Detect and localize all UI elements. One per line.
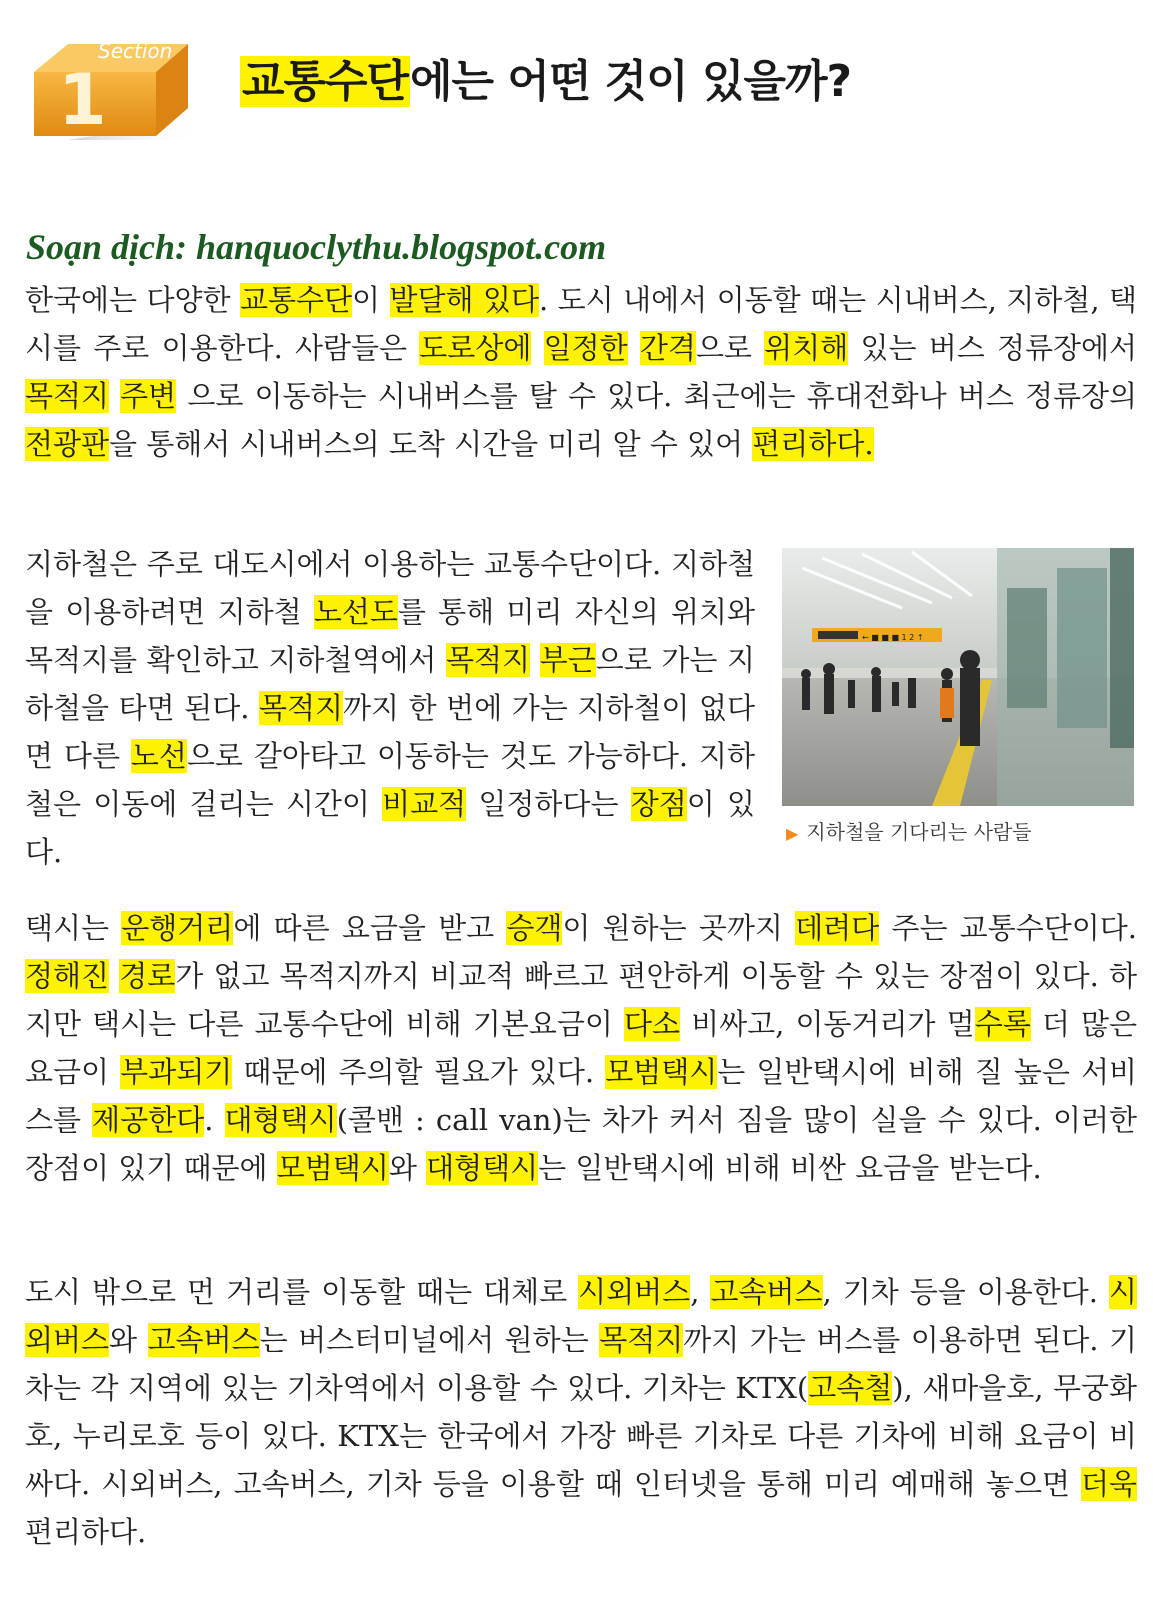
text-segment: 가 없고 목적지까지 비교적 빠르고 편안하게 이동할 수 있는 장점이 있다. 하지만 택시는 다른 교통수단에 비해 기본요금이 xyxy=(25,959,1138,1041)
highlighted-term: 비교적 xyxy=(382,787,467,821)
text-segment: 택시는 xyxy=(25,911,122,945)
paragraph-intercity xyxy=(25,1268,1137,1556)
text-segment: 이 있다. xyxy=(25,787,755,869)
text-segment: 까지 가는 버스를 이용하면 된다. 기차는 각 지역에 있는 기차역에서 이용할 수 있다. 기차는 KTX( xyxy=(25,1323,1138,1405)
highlighted-term: 운행거리 xyxy=(121,911,234,945)
text-segment xyxy=(531,331,543,365)
text-segment: 는 일반택시에 비해 질 높은 서비스를 xyxy=(25,1055,1138,1137)
paragraph-subway xyxy=(25,540,755,876)
highlighted-term: 모범택시 xyxy=(276,1151,389,1185)
page-title xyxy=(240,42,851,122)
highlighted-term: 고속철 xyxy=(808,1371,893,1405)
highlighted-term: 도로상에 xyxy=(419,331,532,365)
text-segment: 지하철은 주로 대도시에서 이용하는 교통수단이다. 지하철을 이용하려면 지하철 xyxy=(25,547,755,629)
text-segment: 일정하다는 xyxy=(466,787,631,821)
section-badge xyxy=(22,18,202,142)
highlighted-term: 부근 xyxy=(539,643,596,677)
highlighted-term: 교통수단 xyxy=(239,283,353,317)
highlighted-term: 더욱 xyxy=(1080,1467,1137,1501)
text-segment xyxy=(109,959,119,993)
highlighted-term: 편리하다. xyxy=(752,427,874,461)
highlighted-term: 모범택시 xyxy=(605,1055,718,1089)
text-segment: 이 원하는 곳까지 xyxy=(562,911,796,945)
highlighted-term: 발달해 있다 xyxy=(389,283,540,317)
highlighted-term: 승객 xyxy=(506,911,563,945)
text-segment: 와 xyxy=(109,1323,148,1357)
text-segment: 더 많은 요금이 xyxy=(25,1007,1138,1089)
highlighted-term: 목적지 xyxy=(258,691,344,725)
highlighted-term: 간격 xyxy=(639,331,696,365)
text-segment: 도시 밖으로 먼 거리를 이동할 때는 대체로 xyxy=(25,1275,579,1309)
highlighted-term: 노선도 xyxy=(313,595,398,629)
text-segment: 을 통해서 시내버스의 도착 시간을 미리 알 수 있어 xyxy=(109,427,753,461)
highlighted-term: 노선 xyxy=(130,739,187,773)
text-segment: , 기차 등을 이용한다. xyxy=(822,1275,1109,1309)
section-number: 1 xyxy=(58,59,107,141)
highlighted-term: 장점 xyxy=(630,787,687,821)
text-segment: , xyxy=(690,1275,711,1309)
text-segment: 주는 교통수단이다. xyxy=(879,911,1137,945)
highlighted-term: 정해진 xyxy=(25,959,110,993)
highlighted-term: 대형택시 xyxy=(224,1103,337,1137)
highlighted-term: 시외버스 xyxy=(25,1275,1138,1357)
text-segment: 까지 한 번에 가는 지하철이 없다면 다른 xyxy=(25,691,755,773)
highlighted-term: 수록 xyxy=(974,1007,1031,1041)
highlighted-term: 고속버스 xyxy=(147,1323,260,1357)
text-segment: . xyxy=(204,1103,225,1137)
highlighted-term: 시외버스 xyxy=(578,1275,691,1309)
text-segment: 으로 가는 지하철을 타면 된다. xyxy=(25,643,755,725)
text-segment: 는 일반택시에 비해 비싼 요금을 받는다. xyxy=(538,1151,1042,1185)
credit-line: Soạn dịch: hanquoclythu.blogspot.com xyxy=(26,227,607,267)
title-highlight: 교통수단 xyxy=(242,56,409,107)
text-segment: 편리하다. xyxy=(25,1515,147,1549)
highlighted-term: 목적지 xyxy=(446,643,531,677)
text-segment: 한국에는 다양한 xyxy=(25,283,240,317)
subway-platform-image xyxy=(782,548,1134,806)
section-label: Section xyxy=(98,39,173,63)
paragraph-taxi xyxy=(25,904,1137,1192)
subway-photo xyxy=(782,548,1134,806)
text-segment: 으로 xyxy=(695,331,765,365)
highlighted-term: 고속버스 xyxy=(710,1275,823,1309)
text-segment: 와 xyxy=(388,1151,427,1185)
photo-caption xyxy=(786,816,1032,845)
highlighted-term: 대형택시 xyxy=(426,1151,539,1185)
highlighted-term: 목적지 xyxy=(599,1323,684,1357)
text-segment xyxy=(628,331,640,365)
text-segment xyxy=(530,643,540,677)
text-segment: 비싸고, 이동거리가 멀 xyxy=(680,1007,975,1041)
text-segment: 는 버스터미널에서 원하는 xyxy=(259,1323,600,1357)
text-segment: 이 xyxy=(352,283,390,317)
text-segment: . 도시 내에서 이동할 때는 시내버스, 지하철, 택시를 주로 이용한다. 사람들은 xyxy=(25,283,1137,365)
text-segment: 있는 버스 정류장에서 xyxy=(848,331,1138,365)
highlighted-term: 목적지 xyxy=(25,379,110,413)
photo-sign-text: ← ■ ■ ■ 1 2 ↑ xyxy=(862,633,924,642)
text-segment xyxy=(109,379,120,413)
highlighted-term: 일정한 xyxy=(543,331,628,365)
highlighted-term: 경로 xyxy=(119,959,176,993)
highlighted-term: 부과되기 xyxy=(120,1055,233,1089)
highlighted-term: 위치해 xyxy=(764,331,849,365)
highlighted-term: 제공한다 xyxy=(92,1103,205,1137)
highlighted-term: 데려다 xyxy=(795,911,880,945)
triangle-right-icon: ▶ xyxy=(786,824,799,843)
text-segment: ), 새마을호, 무궁화호, 누리로호 등이 있다. KTX는 한국에서 가장 빠른 기차로 다른 기차에 비해 요금이 비싸다. 시외버스, 고속버스, 기차 등을 이용할 때 인터넷을 통해 미리 예매해 놓으면 xyxy=(25,1371,1137,1501)
title-rest: 에는 어떤 것이 있을까? xyxy=(410,56,852,107)
caption-text: 지하철을 기다리는 사람들 xyxy=(806,820,1032,844)
highlighted-term: 주변 xyxy=(120,379,177,413)
highlighted-term: 전광판 xyxy=(25,427,110,461)
text-segment: (콜밴 : call van)는 차가 커서 짐을 많이 실을 수 있다. 이러한 장점이 있기 때문에 xyxy=(25,1103,1138,1185)
text-segment: 으로 갈아타고 이동하는 것도 가능하다. 지하철은 이동에 걸리는 시간이 xyxy=(25,739,755,821)
text-segment: 에 따른 요금을 받고 xyxy=(233,911,507,945)
text-segment: 를 통해 미리 자신의 위치와 목적지를 확인하고 지하철역에서 xyxy=(25,595,755,677)
text-segment: 으로 이동하는 시내버스를 탈 수 있다. 최근에는 휴대전화나 버스 정류장의 xyxy=(176,379,1138,413)
paragraph-city-transport xyxy=(25,276,1137,468)
text-segment: 때문에 주의할 필요가 있다. xyxy=(232,1055,606,1089)
section-cube-icon xyxy=(22,18,202,142)
highlighted-term: 다소 xyxy=(623,1007,680,1041)
